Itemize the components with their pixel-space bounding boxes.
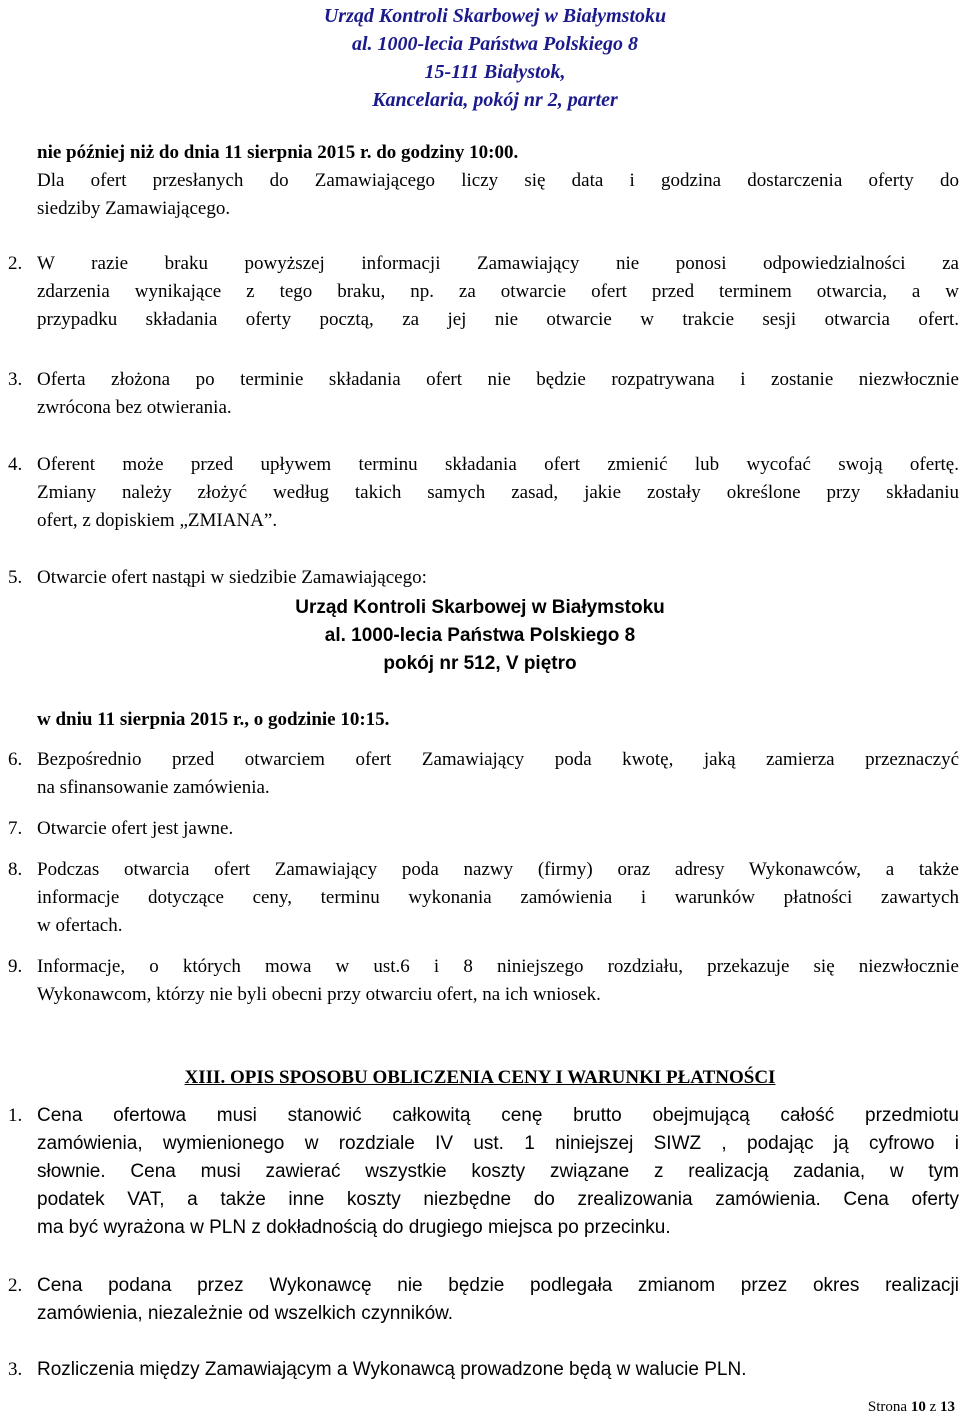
- footer-of: z: [929, 1399, 937, 1415]
- item-line: Rozliczenia między Zamawiającym a Wykonawcą prowadzone będą w walucie PLN.: [37, 1359, 747, 1380]
- deadline-note: [37, 167, 959, 223]
- opening-place-line-1: Urząd Kontroli Skarbowej w Białymstoku: [295, 597, 665, 618]
- item-line: ofert, z dopiskiem „ZMIANA”.: [37, 510, 278, 531]
- item-line: zamówienia, niezależnie od wszelkich czynników.: [37, 1303, 454, 1324]
- item-number: 1.: [8, 1105, 23, 1126]
- item-line: ma być wyrażona w PLN z dokładnością do drugiego miejsca po przecinku.: [37, 1217, 671, 1238]
- item-line: Cena ofertowa musi stanowić całkowitą cenę brutto obejmującą całość przedmiotu: [37, 1105, 959, 1126]
- item-number: 8.: [8, 859, 23, 880]
- item-number: 2.: [8, 1275, 23, 1296]
- item-line: W razie braku powyższej informacji Zamawiający nie ponosi odpowiedzialności za: [37, 253, 959, 274]
- item-number: 7.: [8, 818, 23, 839]
- item-line: podatek VAT, a także inne koszty niezbędne do zrealizowania zamówienia. Cena oferty: [37, 1189, 959, 1210]
- header-line-1: Urząd Kontroli Skarbowej w Białymstoku: [323, 5, 667, 27]
- page-footer: [868, 1398, 955, 1416]
- footer-label: Strona: [867, 1399, 908, 1415]
- item-line: Bezpośrednio przed otwarciem ofert Zamawiający poda kwotę, jaką zamierza przeznaczyć: [37, 749, 959, 770]
- footer-page-number: 10: [910, 1399, 926, 1415]
- section-title: [0, 1064, 960, 1092]
- item-line: zamówienia, wymienionego w rozdziale IV ust. 1 niniejszej SIWZ , podając ją cyfrowo i: [37, 1133, 959, 1154]
- list-item: [37, 1356, 959, 1384]
- opening-place-line-2: al. 1000-lecia Państwa Polskiego 8: [324, 625, 636, 646]
- item-line: Oferent może przed upływem terminu składania ofert zmienić lub wycofać swoją ofertę.: [37, 454, 959, 475]
- list-item: [37, 451, 959, 535]
- item-line: Oferta złożona po terminie składania ofert nie będzie rozpatrywana i zostanie niezwłocznie: [37, 369, 959, 390]
- deadline-bold-line: nie później niż do dnia 11 sierpnia 2015 r. do godziny 10:00.: [37, 142, 519, 163]
- list-item: [37, 815, 959, 843]
- item-line: Otwarcie ofert jest jawne.: [37, 818, 234, 839]
- item-line: przypadku składania oferty pocztą, za jej nie otwarcie w trakcie sesji otwarcia ofert.: [37, 309, 959, 330]
- item-line: zdarzenia wynikające z tego braku, np. za otwarcie ofert przed terminem otwarcia, a w: [37, 281, 959, 302]
- item-line: Otwarcie ofert nastąpi w siedzibie Zamawiającego:: [37, 567, 427, 588]
- list-item: [37, 366, 959, 422]
- header-line-4: Kancelaria, pokój nr 2, parter: [372, 89, 618, 111]
- list-item: [37, 856, 959, 940]
- list-item: [37, 250, 959, 334]
- list-item: [37, 564, 959, 592]
- item-line: na sfinansowanie zamówienia.: [37, 777, 270, 798]
- item-number: 6.: [8, 749, 23, 770]
- deadline-line-b: siedziby Zamawiającego.: [37, 198, 231, 219]
- list-item: [37, 1102, 959, 1242]
- item-line: zwrócona bez otwierania.: [37, 397, 232, 418]
- header-line-3: 15-111 Białystok,: [424, 61, 566, 83]
- list-item: [37, 1272, 959, 1328]
- item-number: 5.: [8, 567, 23, 588]
- header-address: [0, 2, 960, 114]
- item-line: w ofertach.: [37, 915, 123, 936]
- item-line: Wykonawcom, którzy nie byli obecni przy otwarciu ofert, na ich wniosek.: [37, 984, 601, 1005]
- item-line: Informacje, o których mowa w ust.6 i 8 niniejszego rozdziału, przekazuje się niezwłocznie: [37, 956, 959, 977]
- opening-place-line-3: pokój nr 512, V piętro: [383, 653, 577, 674]
- item-number: 2.: [8, 253, 23, 274]
- footer-total-pages: 13: [940, 1399, 955, 1415]
- opening-date: w dniu 11 sierpnia 2015 r., o godzinie 10:15.: [37, 709, 390, 730]
- item-line: Podczas otwarcia ofert Zamawiający poda nazwy (firmy) oraz adresy Wykonawców, a także: [37, 859, 959, 880]
- list-item: [37, 746, 959, 802]
- item-line: słownie. Cena musi zawierać wszystkie koszty związane z realizacją zadania, w tym: [37, 1161, 959, 1182]
- item-line: Zmiany należy złożyć według takich samych zasad, jakie zostały określone przy składaniu: [37, 482, 959, 503]
- deadline-line-a: Dla ofert przesłanych do Zamawiającego liczy się data i godzina dostarczenia oferty do: [37, 170, 959, 191]
- item-line: informacje dotyczące ceny, terminu wykonania zamówienia i warunków płatności zawartych: [37, 887, 959, 908]
- header-line-2: al. 1000-lecia Państwa Polskiego 8: [351, 33, 639, 55]
- list-item: [37, 953, 959, 1009]
- item-number: 4.: [8, 454, 23, 475]
- item-number: 3.: [8, 1359, 23, 1380]
- item-number: 9.: [8, 956, 23, 977]
- item-number: 3.: [8, 369, 23, 390]
- section-title-text: XIII. OPIS SPOSOBU OBLICZENIA CENY I WARUNKI PŁATNOŚCI: [184, 1067, 776, 1088]
- item-line: Cena podana przez Wykonawcę nie będzie podlegała zmianom przez okres realizacji: [37, 1275, 959, 1296]
